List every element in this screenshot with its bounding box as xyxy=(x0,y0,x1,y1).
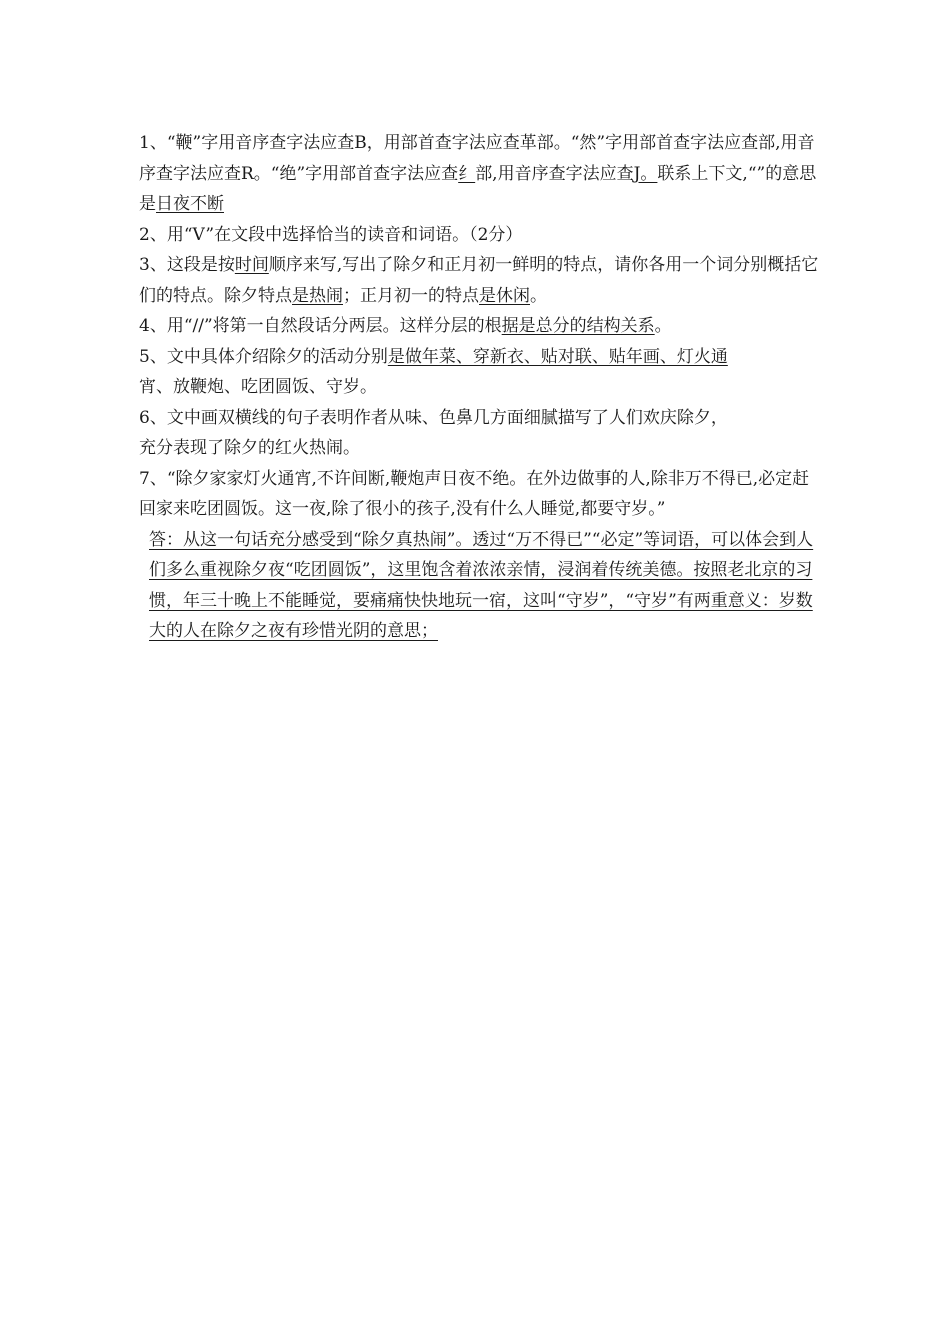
question-5-answer: 是做年菜、穿新衣、贴对联、贴年画、灯火通 xyxy=(387,346,728,367)
question-1-text-3: 联系上下文,“”的意思是 xyxy=(139,163,817,214)
question-4-text-2: 。 xyxy=(654,316,672,336)
question-3-text-2: 顺序来写,写出了除夕和正月初一鲜明的特点，请你各用一个词分别概括它们的特点。除夕特点 xyxy=(139,255,819,306)
question-5-text: 5、文中具体介绍除夕的活动分别 xyxy=(139,346,388,367)
question-5 xyxy=(139,342,819,403)
answer-text: 答：从这一句话充分感受到“除夕真热闹”。透过“万不得已”“必定”等词语，可以体会到人们多么重视除夕夜“吃团圆饭”，这里饱含着浓浓亲情，浸润着传统美德。按照老北京的习惯，年三十晚上不能睡觉，要痛痛快快地玩一宿，这叫“守岁”，“守岁”有两重意义：岁数大的人在除夕之夜有珍惜光阴的意思； xyxy=(149,529,814,641)
question-6 xyxy=(139,403,819,464)
question-2: 2、用“V”在文段中选择恰当的读音和词语。（2分） xyxy=(139,224,523,245)
question-3-text: 3、这段是按 xyxy=(139,255,235,275)
question-1-answer-radical: 纟 xyxy=(458,163,476,184)
question-1-text: 1、“鞭”字用音序查字法应查B，用部首查字法应查革部。“然”字用部首查字法应查部,用音序查字法应查R。“绝”字用部首查字法应查 xyxy=(139,133,815,184)
question-1-answer-letter: J。 xyxy=(633,163,658,184)
question-1 xyxy=(139,128,819,220)
question-3-text-3: ；正月初一的特点 xyxy=(343,285,479,306)
question-3 xyxy=(139,250,819,311)
question-3-text-4: 。 xyxy=(530,285,547,306)
question-6-text-2: 充分表现了除夕的红火热闹。 xyxy=(139,438,360,458)
question-4-answer: 据是总分的结构关系 xyxy=(501,316,655,336)
question-1-answer-meaning: 日夜不断 xyxy=(156,194,224,214)
question-7-answer xyxy=(139,525,819,647)
question-3-answer-newyear: 是休闲 xyxy=(479,285,530,306)
question-3-answer-order: 时间 xyxy=(234,255,269,275)
question-1-text-2: 部,用音序查字法应查 xyxy=(475,163,634,184)
question-3-answer-eve: 是热闹 xyxy=(292,285,343,306)
question-6-text: 6、文中画双横线的句子表明作者从味、色鼻几方面细腻描写了人们欢庆除夕， xyxy=(139,407,728,428)
question-list xyxy=(139,128,819,647)
question-5-text-2: 宵、放鞭炮、吃团圆饭、守岁。 xyxy=(139,377,377,397)
question-4 xyxy=(139,311,819,342)
question-4-text: 4、用“//”将第一自然段话分两层。这样分层的根 xyxy=(139,316,502,336)
question-7: 7、“除夕家家灯火通宵,不许间断,鞭炮声日夜不绝。在外边做事的人,除非万不得已,必定赶回家来吃团圆饭。这一夜,除了很小的孩子,没有什么人睡觉,都要守岁。” xyxy=(139,468,810,519)
